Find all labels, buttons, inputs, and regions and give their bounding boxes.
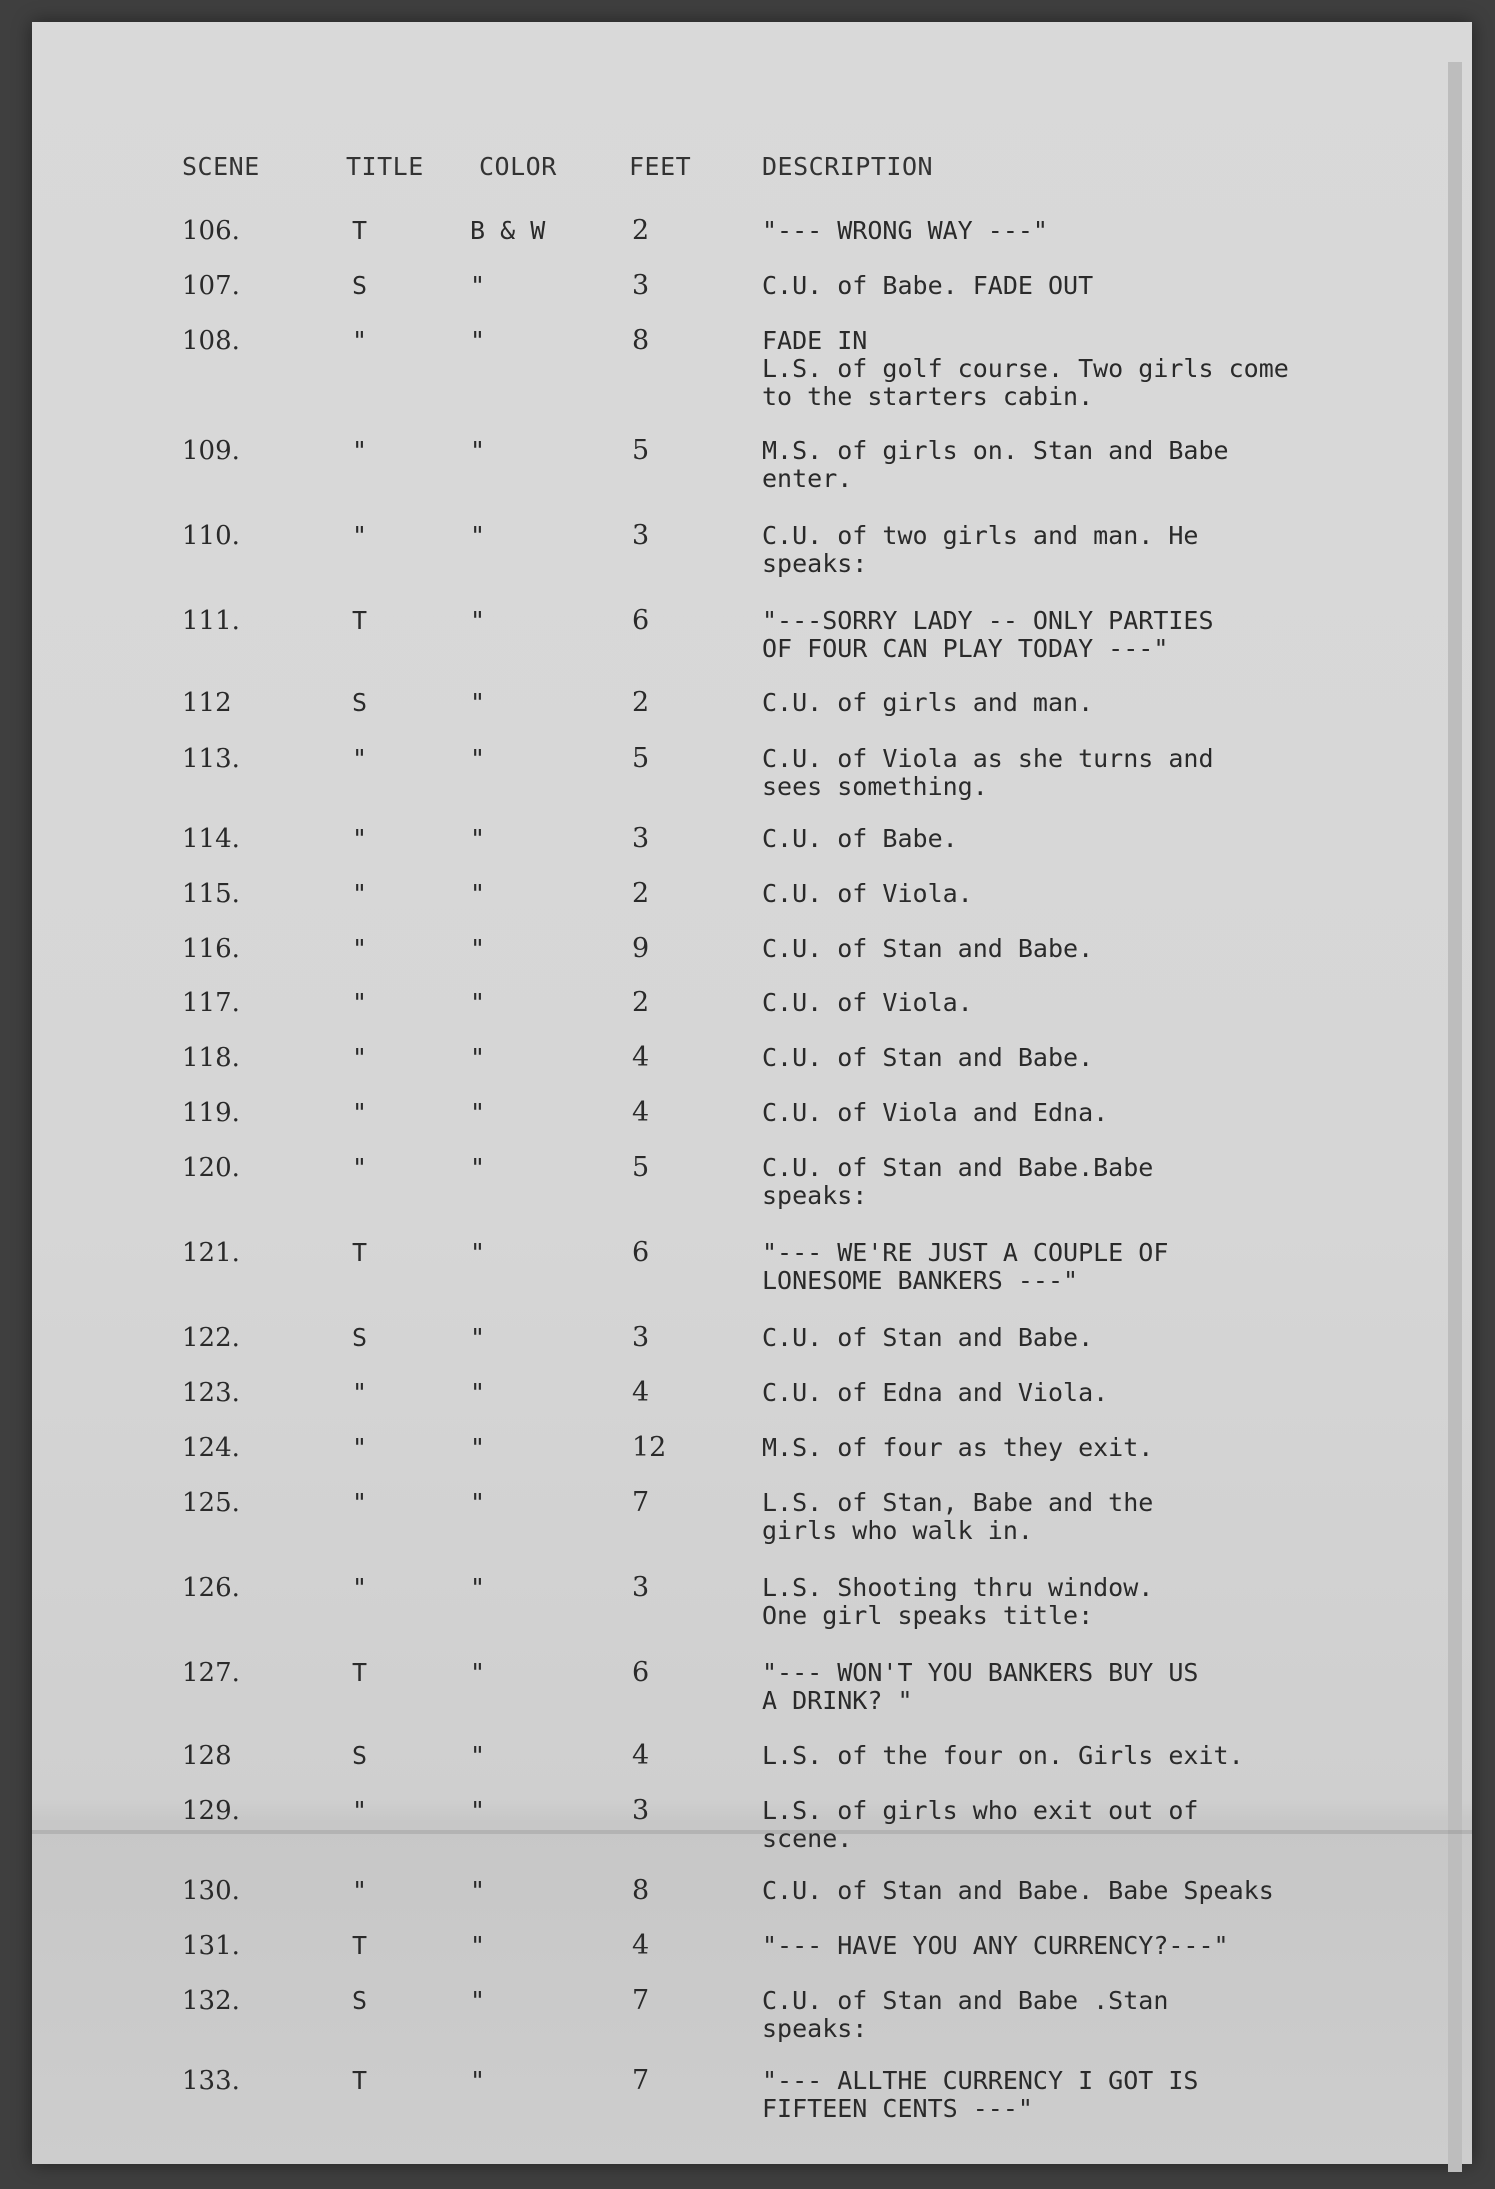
header-description: DESCRIPTION bbox=[762, 152, 934, 181]
row-title: " bbox=[352, 326, 368, 355]
row-scene: 128 bbox=[182, 1741, 232, 1771]
row-title: " bbox=[352, 824, 368, 853]
row-description: C.U. of Viola as she turns and sees something. bbox=[762, 744, 1214, 801]
row-title: " bbox=[352, 988, 368, 1017]
row-description: L.S. of Stan, Babe and the girls who walk in. bbox=[762, 1488, 1154, 1545]
row-description: "---SORRY LADY -- ONLY PARTIES OF FOUR CAN PLAY TODAY ---" bbox=[762, 606, 1214, 663]
row-description: C.U. of Viola and Edna. bbox=[762, 1098, 1109, 1127]
row-feet: 6 bbox=[632, 1237, 650, 1268]
row-title: " bbox=[352, 1378, 368, 1407]
row-color: " bbox=[470, 1153, 486, 1182]
row-color: " bbox=[470, 1488, 486, 1517]
row-feet: 2 bbox=[632, 878, 650, 909]
row-title: S bbox=[352, 1986, 368, 2015]
row-scene: 122. bbox=[182, 1323, 240, 1353]
row-feet: 7 bbox=[632, 1985, 650, 2016]
row-feet: 3 bbox=[632, 520, 650, 551]
row-description: "--- WRONG WAY ---" bbox=[762, 216, 1048, 245]
row-title: S bbox=[352, 271, 368, 300]
row-title: " bbox=[352, 1433, 368, 1462]
row-color: " bbox=[470, 1986, 486, 2015]
row-color: " bbox=[470, 1741, 486, 1770]
row-feet: 8 bbox=[632, 1875, 650, 1906]
row-title: T bbox=[352, 2066, 368, 2095]
row-scene: 109. bbox=[182, 436, 240, 466]
header-title: TITLE bbox=[346, 152, 424, 181]
row-feet: 12 bbox=[632, 1432, 667, 1463]
row-scene: 132. bbox=[182, 1986, 240, 2016]
row-feet: 3 bbox=[632, 1572, 650, 1603]
row-description: "--- WE'RE JUST A COUPLE OF LONESOME BANKERS ---" bbox=[762, 1238, 1169, 1295]
row-title: T bbox=[352, 216, 368, 245]
row-color: " bbox=[470, 1323, 486, 1352]
row-description: C.U. of Viola. bbox=[762, 988, 973, 1017]
row-description: C.U. of Babe. FADE OUT bbox=[762, 271, 1094, 300]
row-description: "--- ALLTHE CURRENCY I GOT IS FIFTEEN CENTS ---" bbox=[762, 2066, 1199, 2123]
row-feet: 4 bbox=[632, 1377, 650, 1408]
row-description: C.U. of girls and man. bbox=[762, 688, 1094, 717]
row-feet: 8 bbox=[632, 325, 650, 356]
row-scene: 110. bbox=[182, 521, 240, 551]
row-description: L.S. of girls who exit out of scene. bbox=[762, 1796, 1199, 1853]
row-description: C.U. of Stan and Babe. bbox=[762, 1043, 1094, 1072]
row-description: C.U. of two girls and man. He speaks: bbox=[762, 521, 1199, 578]
row-scene: 133. bbox=[182, 2066, 240, 2096]
row-color: " bbox=[470, 521, 486, 550]
row-feet: 5 bbox=[632, 743, 650, 774]
row-color: " bbox=[470, 1796, 486, 1825]
row-feet: 6 bbox=[632, 1657, 650, 1688]
row-description: C.U. of Stan and Babe. bbox=[762, 1323, 1094, 1352]
row-color: " bbox=[470, 2066, 486, 2095]
row-feet: 4 bbox=[632, 1930, 650, 1961]
row-scene: 119. bbox=[182, 1098, 240, 1128]
row-color: " bbox=[470, 436, 486, 465]
row-color: " bbox=[470, 1378, 486, 1407]
row-title: T bbox=[352, 606, 368, 635]
row-scene: 129. bbox=[182, 1796, 240, 1826]
row-description: L.S. of the four on. Girls exit. bbox=[762, 1741, 1244, 1770]
row-title: " bbox=[352, 1876, 368, 1905]
row-description: L.S. Shooting thru window. One girl speaks title: bbox=[762, 1573, 1154, 1630]
row-color: " bbox=[470, 879, 486, 908]
row-feet: 9 bbox=[632, 933, 650, 964]
row-description: C.U. of Stan and Babe .Stan speaks: bbox=[762, 1986, 1169, 2043]
row-scene: 130. bbox=[182, 1876, 240, 1906]
row-color: " bbox=[470, 824, 486, 853]
row-description: "--- HAVE YOU ANY CURRENCY?---" bbox=[762, 1931, 1229, 1960]
row-description: "--- WON'T YOU BANKERS BUY US A DRINK? " bbox=[762, 1658, 1199, 1715]
row-scene: 113. bbox=[182, 744, 240, 774]
row-title: T bbox=[352, 1238, 368, 1267]
row-title: " bbox=[352, 1098, 368, 1127]
row-color: " bbox=[470, 688, 486, 717]
header-scene: SCENE bbox=[182, 152, 260, 181]
header-color: COLOR bbox=[479, 152, 557, 181]
row-scene: 112 bbox=[182, 688, 232, 718]
row-description: C.U. of Stan and Babe.Babe speaks: bbox=[762, 1153, 1154, 1210]
row-scene: 106. bbox=[182, 216, 240, 246]
row-color: " bbox=[470, 326, 486, 355]
row-description: C.U. of Stan and Babe. Babe Speaks bbox=[762, 1876, 1274, 1905]
row-scene: 117. bbox=[182, 988, 240, 1018]
row-feet: 3 bbox=[632, 1795, 650, 1826]
row-color: " bbox=[470, 988, 486, 1017]
row-scene: 114. bbox=[182, 824, 240, 854]
row-feet: 2 bbox=[632, 215, 650, 246]
header-feet: FEET bbox=[629, 152, 692, 181]
row-feet: 4 bbox=[632, 1097, 650, 1128]
row-feet: 3 bbox=[632, 823, 650, 854]
row-color: " bbox=[470, 271, 486, 300]
row-scene: 108. bbox=[182, 326, 240, 356]
row-color: " bbox=[470, 606, 486, 635]
row-color: " bbox=[470, 1098, 486, 1127]
row-description: FADE IN L.S. of golf course. Two girls come to the starters cabin. bbox=[762, 326, 1289, 411]
row-title: " bbox=[352, 1153, 368, 1182]
row-scene: 125. bbox=[182, 1488, 240, 1518]
row-title: S bbox=[352, 1323, 368, 1352]
row-description: C.U. of Babe. bbox=[762, 824, 958, 853]
row-scene: 126. bbox=[182, 1573, 240, 1603]
row-scene: 124. bbox=[182, 1433, 240, 1463]
row-feet: 5 bbox=[632, 435, 650, 466]
row-feet: 4 bbox=[632, 1740, 650, 1771]
row-scene: 127. bbox=[182, 1658, 240, 1688]
row-title: " bbox=[352, 1796, 368, 1825]
row-scene: 123. bbox=[182, 1378, 240, 1408]
row-title: " bbox=[352, 521, 368, 550]
row-title: T bbox=[352, 1658, 368, 1687]
row-title: " bbox=[352, 1043, 368, 1072]
row-feet: 2 bbox=[632, 687, 650, 718]
row-feet: 7 bbox=[632, 1487, 650, 1518]
row-color: " bbox=[470, 1043, 486, 1072]
row-color: " bbox=[470, 1238, 486, 1267]
row-description: M.S. of four as they exit. bbox=[762, 1433, 1154, 1462]
row-title: " bbox=[352, 879, 368, 908]
row-color: " bbox=[470, 1658, 486, 1687]
row-title: " bbox=[352, 1488, 368, 1517]
row-scene: 115. bbox=[182, 879, 240, 909]
row-title: " bbox=[352, 744, 368, 773]
row-feet: 3 bbox=[632, 1322, 650, 1353]
table-header bbox=[32, 152, 1472, 192]
row-color: " bbox=[470, 1433, 486, 1462]
row-feet: 3 bbox=[632, 270, 650, 301]
typed-page bbox=[32, 22, 1472, 2164]
row-scene: 111. bbox=[182, 606, 240, 636]
row-scene: 118. bbox=[182, 1043, 240, 1073]
row-feet: 5 bbox=[632, 1152, 650, 1183]
row-title: S bbox=[352, 1741, 368, 1770]
row-scene: 120. bbox=[182, 1153, 240, 1183]
row-scene: 116. bbox=[182, 934, 240, 964]
row-color: B & W bbox=[470, 216, 546, 245]
row-description: M.S. of girls on. Stan and Babe enter. bbox=[762, 436, 1229, 493]
row-feet: 4 bbox=[632, 1042, 650, 1073]
row-scene: 131. bbox=[182, 1931, 240, 1961]
row-title: " bbox=[352, 436, 368, 465]
row-feet: 2 bbox=[632, 987, 650, 1018]
row-scene: 121. bbox=[182, 1238, 240, 1268]
row-color: " bbox=[470, 934, 486, 963]
row-feet: 6 bbox=[632, 605, 650, 636]
row-color: " bbox=[470, 1876, 486, 1905]
row-description: C.U. of Stan and Babe. bbox=[762, 934, 1094, 963]
page-edge bbox=[1448, 62, 1462, 2172]
row-description: C.U. of Edna and Viola. bbox=[762, 1378, 1109, 1407]
row-title: S bbox=[352, 688, 368, 717]
row-color: " bbox=[470, 1931, 486, 1960]
row-title: " bbox=[352, 934, 368, 963]
row-title: " bbox=[352, 1573, 368, 1602]
row-title: T bbox=[352, 1931, 368, 1960]
row-feet: 7 bbox=[632, 2065, 650, 2096]
row-color: " bbox=[470, 1573, 486, 1602]
row-description: C.U. of Viola. bbox=[762, 879, 973, 908]
row-scene: 107. bbox=[182, 271, 240, 301]
row-color: " bbox=[470, 744, 486, 773]
